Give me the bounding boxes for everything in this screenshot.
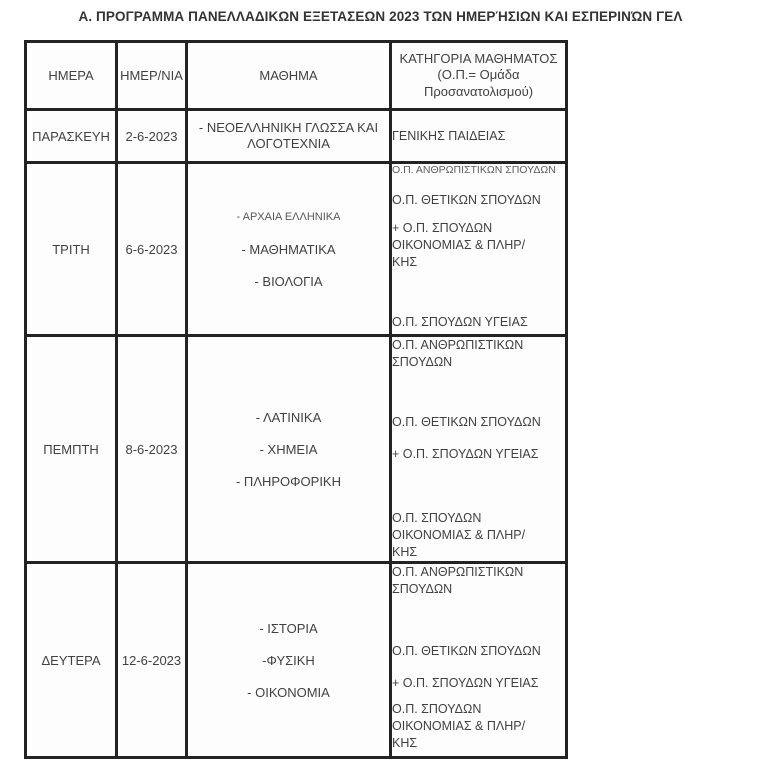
category-item: ΓΕΝΙΚΗΣ ΠΑΙΔΕΙΑΣ (392, 128, 506, 143)
day-cell: ΠΑΡΑΣΚΕΥΗ (26, 110, 117, 163)
subject-item: - ΟΙΚΟΝΟΜΙΑ (247, 684, 330, 700)
date-cell: 8-6-2023 (117, 336, 187, 563)
exam-schedule-table (24, 40, 568, 759)
subjects-cell (187, 336, 391, 563)
category-item: Ο.Π. ΣΠΟΥΔΩΝ ΟΙΚΟΝΟΜΙΑΣ & ΠΛΗΡ/ΚΗΣ (392, 511, 526, 559)
day-cell: ΤΡΙΤΗ (26, 163, 117, 336)
category-item: Ο.Π. ΘΕΤΙΚΩΝ ΣΠΟΥΔΩΝ (392, 644, 541, 658)
category-item: Ο.Π. ΑΝΘΡΩΠΙΣΤΙΚΩΝ ΣΠΟΥΔΩΝ (392, 164, 556, 176)
header-category (391, 42, 567, 110)
category-item: Ο.Π. ΑΝΘΡΩΠΙΣΤΙΚΩΝ ΣΠΟΥΔΩΝ (392, 338, 524, 369)
table-row-tuesday (26, 163, 567, 336)
category-item: Ο.Π. ΑΝΘΡΩΠΙΣΤΙΚΩΝ ΣΠΟΥΔΩΝ (392, 565, 524, 596)
header-category-line3: Προσανατολισμού) (423, 83, 534, 99)
page-title: Α. ΠΡΟΓΡΑΜΜΑ ΠΑΝΕΛΛΑΔΙΚΩΝ ΕΞΕΤΑΣΕΩΝ 2023 ΤΩΝ ΗΜΕΡΉΣΙΩΝ ΚΑΙ ΕΣΠΕΡΙΝΏΝ ΓΕΛ (78, 9, 683, 24)
subject-item: - ΙΣΤΟΡΙΑ (259, 620, 318, 636)
subject-item: - ΒΙΟΛΟΓΙΑ (254, 273, 323, 289)
category-item: Ο.Π. ΣΠΟΥΔΩΝ ΥΓΕΙΑΣ (392, 315, 528, 329)
subjects-cell (187, 163, 391, 336)
header-subject: ΜΑΘΗΜΑ (187, 42, 391, 110)
category-item: + Ο.Π. ΣΠΟΥΔΩΝ ΥΓΕΙΑΣ (392, 447, 539, 461)
category-item: Ο.Π. ΘΕΤΙΚΩΝ ΣΠΟΥΔΩΝ (392, 193, 541, 207)
table-row-thursday (26, 336, 567, 563)
subject-item: - ΠΛΗΡΟΦΟΡΙΚΗ (235, 473, 341, 489)
category-item: + Ο.Π. ΣΠΟΥΔΩΝ ΥΓΕΙΑΣ (392, 676, 539, 690)
date-cell: 6-6-2023 (117, 163, 187, 336)
subject-item: - ΝΕΟΕΛΛΗΝΙΚΗ ΓΛΩΣΣΑ ΚΑΙ ΛΟΓΟΤΕΧΝΙΑ (198, 119, 379, 151)
categories-cell (391, 110, 567, 163)
categories-cell (391, 163, 567, 336)
subject-item: - ΜΑΘΗΜΑΤΙΚΑ (241, 241, 336, 257)
table-row-monday (26, 563, 567, 758)
header-date: ΗΜΕΡ/ΝΙΑ (117, 42, 187, 110)
day-cell: ΔΕΥΤΕΡΑ (26, 563, 117, 758)
subjects-cell (187, 563, 391, 758)
category-item: Ο.Π. ΘΕΤΙΚΩΝ ΣΠΟΥΔΩΝ (392, 415, 541, 429)
header-category-line2: (Ο.Π.= Ομάδα (437, 67, 520, 83)
subject-item: - ΑΡΧΑΙΑ ΕΛΛΗΝΙΚΑ (236, 210, 341, 223)
header-day: ΗΜΕΡΑ (26, 42, 117, 110)
category-item: + Ο.Π. ΣΠΟΥΔΩΝ ΟΙΚΟΝΟΜΙΑΣ & ΠΛΗΡ/ΚΗΣ (392, 221, 526, 269)
subject-item: -ΦΥΣΙΚΗ (262, 652, 315, 668)
date-cell: 2-6-2023 (117, 110, 187, 163)
table-row-friday (26, 110, 567, 163)
subject-item: - ΛΑΤΙΝΙΚΑ (255, 409, 322, 425)
header-category-line1: ΚΑΤΗΓΟΡΙΑ ΜΑΘΗΜΑΤΟΣ (399, 50, 558, 66)
subjects-cell (187, 110, 391, 163)
table-header-row (26, 42, 567, 110)
categories-cell (391, 563, 567, 758)
categories-cell (391, 336, 567, 563)
day-cell: ΠΕΜΠΤΗ (26, 336, 117, 563)
subject-item: - ΧΗΜΕΙΑ (259, 441, 318, 457)
category-item: Ο.Π. ΣΠΟΥΔΩΝ ΟΙΚΟΝΟΜΙΑΣ & ΠΛΗΡ/ΚΗΣ (392, 702, 526, 750)
date-cell: 12-6-2023 (117, 563, 187, 758)
